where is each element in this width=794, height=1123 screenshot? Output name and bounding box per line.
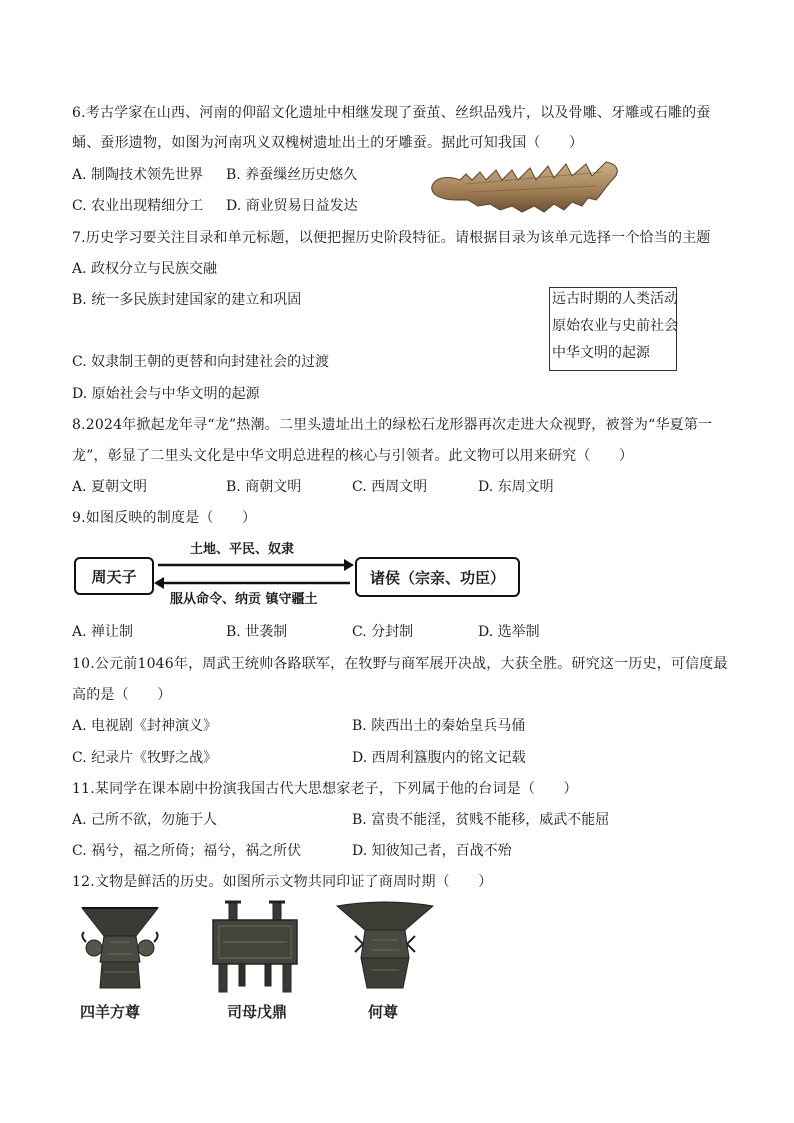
q10-stem-line1: 10.公元前1046年，周武王统帅各路联军，在牧野与商军展开决战，大获全胜。研究这一历史，可信度最 xyxy=(72,656,728,672)
unit-catalog-box xyxy=(549,287,677,371)
q10-option-d[interactable]: D. 西周利簋腹内的铭文记载 xyxy=(352,750,526,766)
q9-option-c[interactable]: C. 分封制 xyxy=(352,624,414,640)
zhou-king-box: 周天子 xyxy=(74,557,154,595)
simuwu-ding-image xyxy=(205,900,305,994)
vassal-lords-box: 诸侯（宗亲、功臣） xyxy=(355,557,520,597)
bottom-arrow-label: 服从命令、纳贡 镇守疆土 xyxy=(170,592,318,607)
q11-option-d[interactable]: D. 知彼知己者，百战不殆 xyxy=(352,843,512,859)
q10-stem-line2: 高的是（ ） xyxy=(72,687,172,703)
q11-stem: 11.某同学在课本剧中扮演我国古代大思想家老子，下列属于他的台词是（ ） xyxy=(72,781,578,797)
q11-option-c[interactable]: C. 祸兮，福之所倚；福兮，祸之所伏 xyxy=(72,843,302,859)
q9-option-d[interactable]: D. 选举制 xyxy=(478,624,540,640)
q9-stem: 9.如图反映的制度是（ ） xyxy=(72,510,257,526)
q7-stem: 7.历史学习要关注目录和单元标题，以便把握历史阶段特征。请根据目录为该单元选择一个恰当的主题 xyxy=(72,230,711,246)
ivory-silkworm-image xyxy=(426,158,622,218)
exchange-arrows xyxy=(72,535,522,605)
caption-four-goat-zun: 四羊方尊 xyxy=(80,1003,141,1021)
q6-stem-line2: 蛹、蚕形遗物，如图为河南巩义双槐树遗址出土的牙雕蚕。据此可知我国（ ） xyxy=(72,135,584,151)
q7-option-a[interactable]: A. 政权分立与民族交融 xyxy=(72,261,218,277)
catalog-item: 原始农业与史前社会 xyxy=(552,318,678,334)
fengjian-diagram xyxy=(72,535,522,605)
caption-he-zun: 何尊 xyxy=(368,1003,399,1021)
four-goat-zun-image xyxy=(74,902,166,994)
q10-option-a[interactable]: A. 电视剧《封神演义》 xyxy=(72,718,218,734)
q9-option-a[interactable]: A. 禅让制 xyxy=(72,624,134,640)
q6-stem-line1: 6.考古学家在山西、河南的仰韶文化遗址中相继发现了蚕茧、丝织品残片，以及骨雕、牙雕或石雕的蚕 xyxy=(72,105,711,121)
he-zun-image xyxy=(333,900,437,994)
q6-option-b[interactable]: B. 养蚕缫丝历史悠久 xyxy=(226,167,358,183)
q8-option-b[interactable]: B. 商朝文明 xyxy=(226,479,302,495)
q6-option-c[interactable]: C. 农业出现精细分工 xyxy=(72,198,204,214)
q8-option-a[interactable]: A. 夏朝文明 xyxy=(72,479,148,495)
q10-option-b[interactable]: B. 陕西出土的秦始皇兵马俑 xyxy=(352,718,526,734)
catalog-item: 远古时期的人类活动 xyxy=(552,291,678,307)
q7-option-d[interactable]: D. 原始社会与中华文明的起源 xyxy=(72,386,260,402)
q7-option-c[interactable]: C. 奴隶制王朝的更替和向封建社会的过渡 xyxy=(72,354,330,370)
q10-option-c[interactable]: C. 纪录片《牧野之战》 xyxy=(72,750,218,766)
q6-option-a[interactable]: A. 制陶技术领先世界 xyxy=(72,167,204,183)
q12-stem: 12.文物是鲜活的历史。如图所示文物共同印证了商周时期（ ） xyxy=(72,874,493,890)
q8-stem-line2: 龙”，彰显了二里头文化是中华文明总进程的核心与引领者。此文物可以用来研究（ ） xyxy=(72,448,634,464)
q8-stem-line1: 8.2024年掀起龙年寻“龙”热潮。二里头遗址出土的绿松石龙形器再次走进大众视野，被誉为“华夏第一 xyxy=(72,417,713,433)
catalog-item: 中华文明的起源 xyxy=(552,345,650,361)
q8-option-c[interactable]: C. 西周文明 xyxy=(352,479,428,495)
q8-option-d[interactable]: D. 东周文明 xyxy=(478,479,554,495)
caption-simuwu-ding: 司母戊鼎 xyxy=(227,1003,288,1021)
q11-option-a[interactable]: A. 己所不欲，勿施于人 xyxy=(72,812,218,828)
q6-option-d[interactable]: D. 商业贸易日益发达 xyxy=(226,198,358,214)
top-arrow-label: 土地、平民、奴隶 xyxy=(190,542,295,557)
q11-option-b[interactable]: B. 富贵不能淫，贫贱不能移，威武不能屈 xyxy=(352,812,610,828)
q7-option-b[interactable]: B. 统一多民族封建国家的建立和巩固 xyxy=(72,292,302,308)
q9-option-b[interactable]: B. 世袭制 xyxy=(226,624,288,640)
